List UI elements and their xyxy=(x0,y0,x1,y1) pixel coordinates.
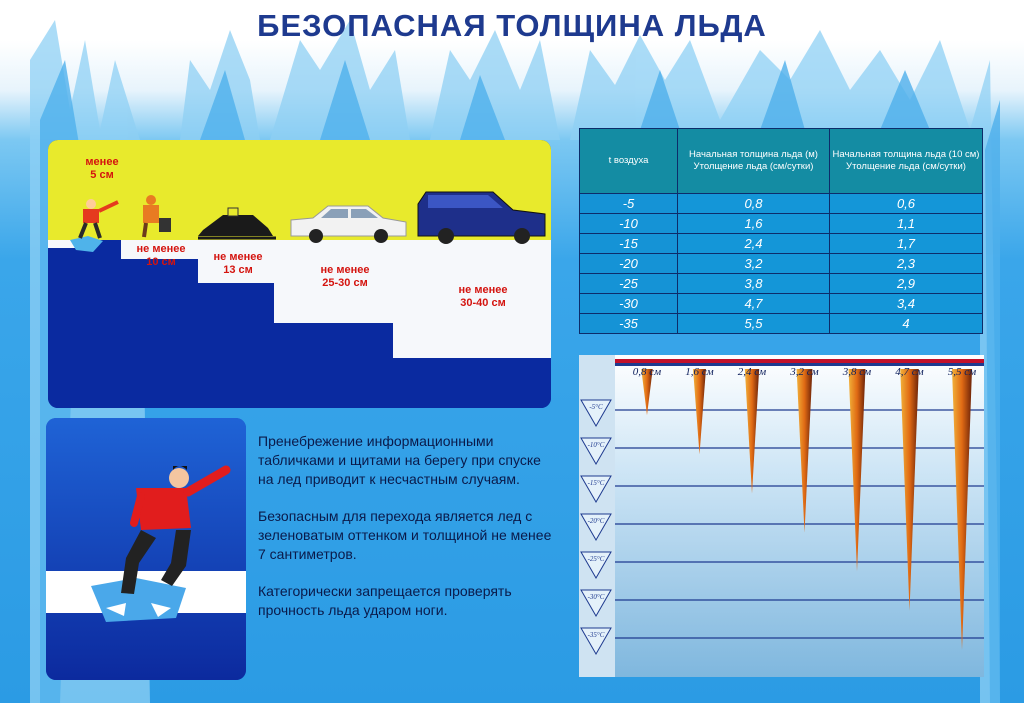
table-row xyxy=(580,314,983,334)
cell-growth-b: 0,6 xyxy=(830,194,983,214)
cell-temp: -15 xyxy=(580,234,678,254)
header-growth-m: Начальная толщина льда (м) Утолщение льда (см/сутки) xyxy=(678,129,830,194)
cell-growth-b: 2,3 xyxy=(830,254,983,274)
table-row xyxy=(580,234,983,254)
chart-background xyxy=(579,355,984,677)
label-min-30-40cm: не менее 30-40 см xyxy=(458,284,508,309)
top-bar xyxy=(615,359,984,363)
cell-growth-a: 1,6 xyxy=(678,214,830,234)
cell-temp: -10 xyxy=(580,214,678,234)
cell-growth-b: 1,7 xyxy=(830,234,983,254)
cell-temp: -20 xyxy=(580,254,678,274)
cell-temp: -5 xyxy=(580,194,678,214)
table-row xyxy=(580,214,983,234)
cell-growth-a: 3,8 xyxy=(678,274,830,294)
icicle-thickness-label: 3,8 см xyxy=(842,366,872,378)
icicle-thickness-label: 1,6 см xyxy=(685,366,714,378)
warning-paragraph-1: Пренебрежение информационными табличками и щитами на берегу при спуске на лед приводит к несчастным случаям. xyxy=(258,433,541,487)
cell-temp: -30 xyxy=(580,294,678,314)
icicle-thickness-label: 5,5 см xyxy=(947,366,977,378)
warning-paragraph-2: Безопасным для перехода является лед с зеленоватым оттенком и толщиной не менее 7 сантиметров. xyxy=(258,508,552,562)
temp-label: -25°C xyxy=(587,555,605,563)
table-row xyxy=(580,254,983,274)
ice-growth-table xyxy=(579,128,983,334)
icicle-thickness-label: 3,2 см xyxy=(790,366,819,378)
cell-growth-b: 3,4 xyxy=(830,294,983,314)
header-air-temp: t воздуха xyxy=(580,129,678,194)
page-title: БЕЗОПАСНАЯ ТОЛЩИНА ЛЬДА xyxy=(257,8,767,43)
cell-growth-b: 1,1 xyxy=(830,214,983,234)
ice-thickness-scene xyxy=(48,140,551,408)
cell-growth-a: 4,7 xyxy=(678,294,830,314)
warning-illustration xyxy=(46,418,246,680)
table-row xyxy=(580,194,983,214)
warning-text xyxy=(258,432,558,638)
cell-growth-b: 4 xyxy=(830,314,983,334)
icicle-thickness-label: 0,8 см xyxy=(632,366,662,378)
cell-temp: -35 xyxy=(580,314,678,334)
icicle-chart xyxy=(579,355,984,677)
cell-growth-a: 3,2 xyxy=(678,254,830,274)
cell-temp: -25 xyxy=(580,274,678,294)
icicle-thickness-label: 4,7 см xyxy=(895,366,924,378)
label-min-13cm: не менее 13 см xyxy=(213,251,263,276)
table-row xyxy=(580,274,983,294)
icicle-thickness-label: 2,4 см xyxy=(737,366,767,378)
temp-label: -5°C xyxy=(589,403,603,411)
table-row xyxy=(580,294,983,314)
warning-paragraph-3: Категорически запрещается проверять прочность льда ударом ноги. xyxy=(258,583,512,618)
label-less-5cm: менее 5 см xyxy=(85,156,119,181)
cell-growth-a: 0,8 xyxy=(678,194,830,214)
temp-label: -20°C xyxy=(587,517,605,525)
stomping-person-drawing xyxy=(46,418,246,680)
cell-growth-a: 2,4 xyxy=(678,234,830,254)
label-min-10cm: не менее 10 см xyxy=(136,243,186,268)
cell-growth-b: 2,9 xyxy=(830,274,983,294)
temp-label: -10°C xyxy=(587,441,605,449)
temp-label: -30°C xyxy=(587,593,605,601)
table-header-row xyxy=(580,129,983,194)
temp-label: -35°C xyxy=(587,631,605,639)
cell-growth-a: 5,5 xyxy=(678,314,830,334)
temp-label: -15°C xyxy=(587,479,605,487)
header-growth-10cm: Начальная толщина льда (10 см) Утолщение льда (см/сутки) xyxy=(830,129,983,194)
label-min-25-30cm: не менее 25-30 см xyxy=(320,264,370,289)
